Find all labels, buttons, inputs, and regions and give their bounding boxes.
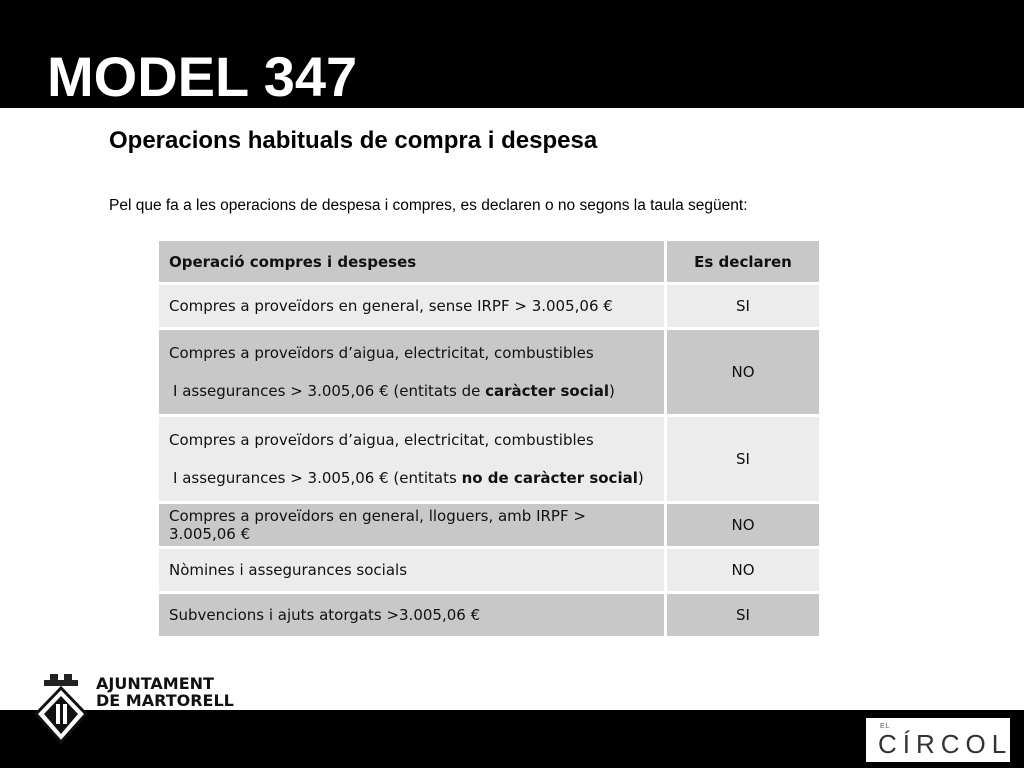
declared-cell: SI <box>667 417 819 501</box>
circol-text: CÍRCOL <box>878 729 1013 759</box>
table-row <box>159 285 819 327</box>
table-row <box>159 549 819 591</box>
intro-text: Pel que fa a les operacions de despesa i compres, es declaren o no segons la taula següent: <box>109 197 748 214</box>
circol-logo <box>866 718 1013 762</box>
declared-cell: SI <box>667 285 819 327</box>
operation-line1: Compres a proveïdors d’aigua, electricitat, combustibles <box>169 344 594 362</box>
operation-cell: Compres a proveïdors en general, sense IRPF > 3.005,06 € <box>159 285 664 327</box>
header-operation: Operació compres i despeses <box>159 241 664 282</box>
table-row <box>159 594 819 636</box>
declared-cell: NO <box>667 330 819 414</box>
operation-line2: I assegurances > 3.005,06 € (entitats no de caràcter social) <box>173 469 644 487</box>
operation-line2: I assegurances > 3.005,06 € (entitats de caràcter social) <box>173 382 615 400</box>
declared-cell: SI <box>667 594 819 636</box>
operation-line1: Compres a proveïdors d’aigua, electricitat, combustibles <box>169 431 594 449</box>
organization-name: AJUNTAMENT DE MARTORELL <box>96 674 234 710</box>
table-row <box>159 330 819 414</box>
table-row <box>159 417 819 501</box>
operation-cell <box>159 417 664 501</box>
operation-cell: Compres a proveïdors en general, lloguers, amb IRPF > 3.005,06 € <box>159 504 664 546</box>
declared-cell: NO <box>667 549 819 591</box>
slide-title: MODEL 347 <box>47 45 358 108</box>
table-header-row <box>159 241 819 282</box>
declaration-table <box>156 238 822 639</box>
section-subtitle: Operacions habituals de compra i despesa <box>109 127 598 154</box>
martorell-coat-of-arms-icon <box>34 672 88 744</box>
operation-cell <box>159 330 664 414</box>
operation-cell: Nòmines i assegurances socials <box>159 549 664 591</box>
declared-cell: NO <box>667 504 819 546</box>
operation-cell: Subvencions i ajuts atorgats >3.005,06 € <box>159 594 664 636</box>
circol-small-text: EL <box>880 723 891 730</box>
header-declared: Es declaren <box>667 241 819 282</box>
table-row <box>159 504 819 546</box>
